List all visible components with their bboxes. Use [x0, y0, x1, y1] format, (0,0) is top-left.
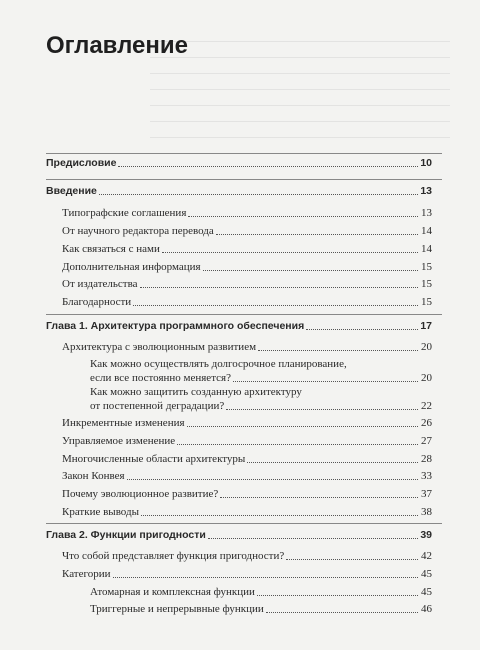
toc-entry[interactable] — [62, 505, 432, 519]
toc-entry-label: Почему эволюционное развитие? — [62, 488, 219, 500]
toc-entry-label: Многочисленные области архитектуры — [62, 453, 246, 465]
separator-line — [46, 314, 442, 315]
toc-entry-page: 38 — [421, 506, 432, 518]
toc-entry-page: 15 — [421, 296, 432, 308]
toc-entry-page: 33 — [421, 470, 432, 482]
toc-entry[interactable] — [90, 585, 432, 599]
toc-entry-label: От издательства — [62, 278, 138, 290]
toc-entry-preface[interactable] — [46, 156, 432, 170]
toc-entry-label: Архитектура с эволюционным развитием — [62, 341, 257, 353]
toc-entry-page: 14 — [421, 225, 432, 237]
toc-entry[interactable] — [62, 340, 432, 354]
toc-entry-page: 17 — [420, 320, 432, 332]
toc-entry[interactable] — [62, 567, 432, 581]
separator-line — [46, 179, 442, 180]
toc-entry-label-line2: от постепенной деградации? — [90, 400, 225, 412]
toc-entry-page: 26 — [421, 417, 432, 429]
toc-entry-page: 15 — [421, 261, 432, 273]
toc-entry-label: Закон Конвея — [62, 470, 125, 482]
toc-entry-label-line2: если все постоянно меняется? — [90, 372, 231, 384]
toc-entry-label: От научного редактора перевода — [62, 225, 214, 237]
toc-entry-page: 42 — [421, 550, 432, 562]
toc-entry-label: Дополнительная информация — [62, 261, 201, 273]
dot-leader — [216, 233, 418, 235]
toc-entry-page: 27 — [421, 435, 432, 447]
toc-entry[interactable] — [90, 602, 432, 616]
toc-entry[interactable] — [62, 277, 432, 291]
dot-leader — [247, 461, 418, 463]
toc-entry-page: 45 — [421, 586, 432, 598]
dot-leader — [118, 165, 418, 167]
toc-entry-label: Глава 2. Функции пригодности — [46, 529, 206, 541]
toc-entry-label: Благодарности — [62, 296, 132, 308]
toc-entry-line2 — [90, 371, 432, 385]
dot-leader — [133, 304, 418, 306]
toc-entry[interactable] — [62, 469, 432, 483]
toc-entry-label: Триггерные и непрерывные функции — [90, 603, 264, 615]
toc-entry-page: 28 — [421, 453, 432, 465]
toc-entry-label: Инкрементные изменения — [62, 417, 185, 429]
toc-entry[interactable] — [62, 242, 432, 256]
toc-entry-label-line1: Как можно осуществлять долгосрочное планирование, — [90, 358, 347, 370]
toc-entry[interactable] — [62, 434, 432, 448]
toc-entry-label: Категории — [62, 568, 111, 580]
toc-entry[interactable] — [62, 260, 432, 274]
dot-leader — [141, 514, 418, 516]
toc-entry-label: Введение — [46, 185, 97, 197]
toc-entry-multiline[interactable] — [90, 358, 432, 385]
toc-entry-introduction[interactable] — [46, 184, 432, 198]
toc-entry-chapter-1[interactable] — [46, 319, 432, 333]
toc-entry-page: 13 — [421, 207, 432, 219]
toc-entry-page: 13 — [420, 185, 432, 197]
toc-entry-page: 39 — [420, 529, 432, 541]
toc-entry-page: 15 — [421, 278, 432, 290]
dot-leader — [220, 496, 418, 498]
dot-leader — [203, 269, 418, 271]
dot-leader — [208, 537, 418, 539]
toc-entry-page: 45 — [421, 568, 432, 580]
toc-entry-page: 20 — [421, 372, 432, 384]
toc-entry-page: 22 — [421, 400, 432, 412]
dot-leader — [233, 380, 418, 382]
toc-entry-label: Управляемое изменение — [62, 435, 176, 447]
toc-entry[interactable] — [62, 549, 432, 563]
toc-entry[interactable] — [62, 487, 432, 501]
toc-entry-label: Предисловие — [46, 157, 117, 169]
toc-entry-label: Атомарная и комплексная функции — [90, 586, 255, 598]
toc-entry[interactable] — [62, 224, 432, 238]
toc-entry-label-line1: Как можно защитить созданную архитектуру — [90, 386, 302, 398]
toc-entry-page: 37 — [421, 488, 432, 500]
toc-entry-label: Как связаться с нами — [62, 243, 160, 255]
dot-leader — [187, 425, 418, 427]
page-title: Оглавление — [46, 32, 188, 59]
dot-leader — [306, 328, 418, 330]
toc-entry-label: Что собой представляет функция пригодности? — [62, 550, 285, 562]
toc-entry[interactable] — [62, 295, 432, 309]
toc-entry-line2 — [90, 399, 432, 413]
dot-leader — [113, 576, 419, 578]
dot-leader — [140, 286, 418, 288]
toc-entry-page: 14 — [421, 243, 432, 255]
dot-leader — [188, 215, 418, 217]
separator-line — [46, 523, 442, 524]
toc-entry-multiline[interactable] — [90, 386, 432, 413]
dot-leader — [127, 478, 418, 480]
toc-entry-label: Глава 1. Архитектура программного обеспечения — [46, 320, 305, 332]
toc-entry[interactable] — [62, 206, 432, 220]
dot-leader — [266, 611, 418, 613]
toc-entry-label: Краткие выводы — [62, 506, 139, 518]
toc-entry-page: 20 — [421, 341, 432, 353]
toc-entry-page: 46 — [421, 603, 432, 615]
toc-entry-chapter-2[interactable] — [46, 528, 432, 542]
dot-leader — [162, 251, 418, 253]
dot-leader — [286, 558, 418, 560]
toc-entry-label: Типографские соглашения — [62, 207, 187, 219]
dot-leader — [226, 408, 418, 410]
toc-entry[interactable] — [62, 452, 432, 466]
dot-leader — [99, 193, 418, 195]
dot-leader — [177, 443, 418, 445]
separator-line — [46, 153, 442, 154]
dot-leader — [257, 594, 418, 596]
toc-entry[interactable] — [62, 416, 432, 430]
dot-leader — [258, 349, 418, 351]
toc-entry-page: 10 — [420, 157, 432, 169]
